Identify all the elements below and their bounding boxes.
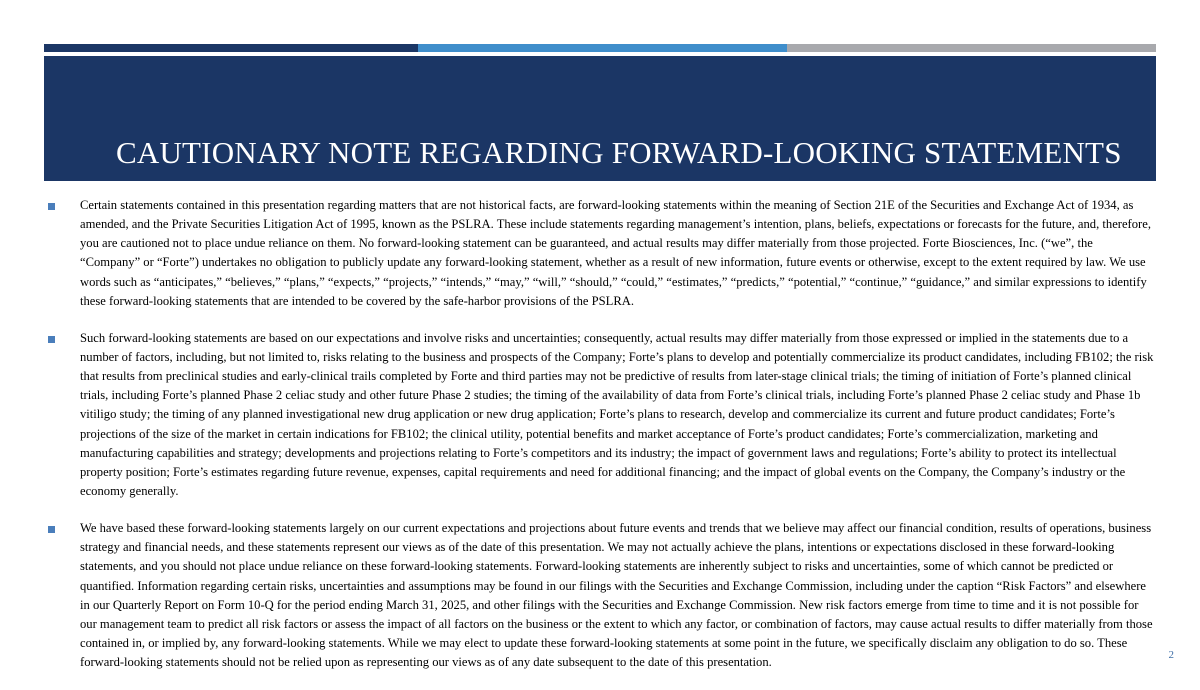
page-title: CAUTIONARY NOTE REGARDING FORWARD-LOOKING STATEMENTS xyxy=(116,135,1122,170)
bullet-paragraph: Such forward-looking statements are based on our expectations and involve risks and uncertainties; consequently, actual results may differ materially from those expressed or implied in the statements due to a number of factors, including, but not limited to, risks relating to the business and prospects of the Company; Forte’s plans to develop and potentially commercialize its product candidates, including FB102; the risk that results from preclinical studies and early-clinical trails completed by Forte and third parties may not be predictive of results from later-stage clinical trials; the timing of initiation of Forte’s planned clinical trials, including Forte’s planned Phase 2 celiac study and other future Phase 2 studies; the timing of the availability of data from Forte’s clinical trials, including Forte’s planned Phase 2 celiac study and Phase 1b vitiligo study; the timing of any planned investigational new drug application or new drug application; Forte’s plans to research, develop and commercialize its current and future product candidates; Forte’s projections of the size of the market in certain indications for FB102; the clinical utility, potential benefits and market acceptance of Forte’s product candidates; Forte’s commercialization, marketing and manufacturing capabilities and strategy; developments and projections relating to Forte’s competitors and its industry; the impact of government laws and regulations; Forte’s ability to protect its intellectual property position; Forte’s estimates regarding future revenue, expenses, capital requirements and need for additional financing; and the impact of global events on the Company, the Company’s industry or the economy generally. xyxy=(80,330,1154,498)
bullet-item xyxy=(44,196,1156,311)
bullet-square-icon xyxy=(48,336,55,343)
accent-bar-blue xyxy=(418,44,787,52)
bullet-item xyxy=(44,519,1156,672)
bullet-paragraph: Certain statements contained in this presentation regarding matters that are not historical facts, are forward-looking statements within the meaning of Section 21E of the Securities and Exchange Act of 1934, as amended, and the Private Securities Litigation Act of 1995, known as the PSLRA. These include statements regarding management’s intention, plans, beliefs, expectations or forecasts for the future, and, therefore, you are cautioned not to place undue reliance on them. No forward-looking statement can be guaranteed, and actual results may differ materially from those projected. Forte Biosciences, Inc. (“we”, the “Company” or “Forte”) undertakes no obligation to publicly update any forward-looking statement, whether as a result of new information, future events or otherwise, except to the extent required by law. We use words such as “anticipates,” “believes,” “plans,” “expects,” “projects,” “intends,” “may,” “will,” “should,” “could,” “estimates,” “predicts,” “potential,” “continue,” “guidance,” and similar expressions to identify these forward-looking statements that are intended to be covered by the safe-harbor provisions of the PSLRA. xyxy=(80,198,1151,308)
bullet-square-icon xyxy=(48,203,55,210)
bullet-item xyxy=(44,329,1156,501)
bullet-square-icon xyxy=(48,526,55,533)
page-number: 2 xyxy=(1168,649,1174,661)
accent-bar-navy xyxy=(44,44,418,52)
body-content xyxy=(44,196,1156,690)
bullet-paragraph: We have based these forward-looking statements largely on our current expectations and projections about future events and trends that we believe may affect our financial condition, results of operations, business strategy and financial needs, and these statements represent our views as of the date of this presentation. We may not actually achieve the plans, intentions or expectations disclosed in these forward-looking statements, and you should not place undue reliance on these forward-looking statements. Forward-looking statements are inherently subject to risks and uncertainties, some of which cannot be predicted or quantified. Information regarding certain risks, uncertainties and assumptions may be found in our filings with the Securities and Exchange Commission, including under the caption “Risk Factors” and elsewhere in our Quarterly Report on Form 10-Q for the period ending March 31, 2025, and other filings with the Securities and Exchange Commission. New risk factors emerge from time to time and it is not possible for our management team to predict all risk factors or assess the impact of all factors on the business or the extent to which any factor, or combination of factors, may cause actual results to differ materially from those contained in, or implied by, any forward-looking statements. While we may elect to update these forward-looking statements at some point in the future, we specifically disclaim any obligation to do so. These forward-looking statements should not be relied upon as representing our views as of any date subsequent to the date of this presentation. xyxy=(80,521,1153,670)
title-band xyxy=(44,56,1156,181)
accent-bar-group xyxy=(44,44,1156,52)
accent-bar-gray xyxy=(787,44,1156,52)
